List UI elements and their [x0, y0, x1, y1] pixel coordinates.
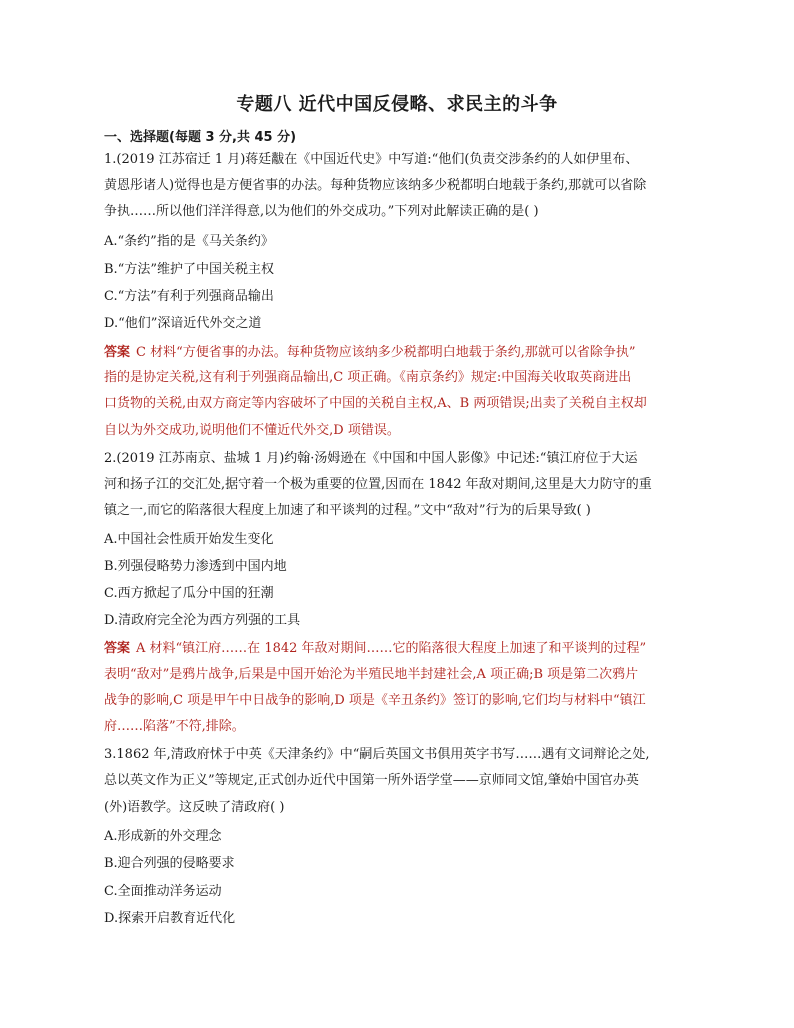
q2-stem-line: 2.(2019 江苏南京、盐城 1 月)约翰·汤姆逊在《中国和中国人影像》中记述:“镇江府位于大运 [104, 451, 638, 466]
q3-option-d: D.探索开启教育近代化 [104, 911, 236, 926]
q2-stem-line: 河和扬子江的交汇处,据守着一个极为重要的位置,因而在 1842 年敌对期间,这里是大力防守的重 [104, 477, 652, 492]
q1-stem-line: 争执……所以他们洋洋得意,以为他们的外交成功。”下列对此解读正确的是( ) [104, 204, 539, 219]
q2-answer-line: 府……陷落”不符,排除。 [104, 719, 245, 734]
q3-stem-line: 3.1862 年,清政府怵于中英《天津条约》中“嗣后英国文书俱用英字书写……遇有文词辩论之处, [104, 747, 650, 762]
q1-answer-line: 指的是协定关税,这有利于列强商品输出,C 项正确。《南京条约》规定:中国海关收取英商进出 [104, 370, 632, 385]
q2-option-d: D.清政府完全沦为西方列强的工具 [104, 613, 301, 628]
q2-option-a: A.中国社会性质开始发生变化 [104, 532, 274, 547]
q1-answer-line: 口货物的关税,由双方商定等内容破坏了中国的关税自主权,A、B 两项错误;出卖了关税自主权却 [104, 396, 647, 411]
q1-stem-line: 黄恩彤诸人)觉得也是方便省事的办法。每种货物应该纳多少税都明白地载于条约,那就可以省除 [104, 178, 647, 193]
q3-stem-line: (外)语教学。这反映了清政府( ) [104, 800, 285, 815]
q1-answer [104, 345, 636, 361]
q1-answer-text: C 材料“方便省事的办法。每种货物应该纳多少税都明白地载于条约,那就可以省除争执” [136, 345, 636, 360]
q2-answer-text: A 材料“镇江府……在 1842 年敌对期间……它的陷落很大程度上加速了和平谈判的过程” [136, 641, 647, 656]
q2-answer-line: 表明“敌对”是鸦片战争,后果是中国开始沦为半殖民地半封建社会,A 项正确;B 项是第二次鸦片 [104, 667, 639, 682]
q2-option-c: C.西方掀起了瓜分中国的狂潮 [104, 586, 274, 601]
section-heading: 一、选择题(每题 3 分,共 45 分) [104, 130, 297, 145]
q1-option-b: B.“方法”维护了中国关税主权 [104, 262, 274, 277]
q2-stem-line: 镇之一,而它的陷落很大程度上加速了和平谈判的过程。”文中“敌对”行为的后果导致( ) [104, 503, 591, 518]
q1-option-c: C.“方法”有利于列强商品输出 [104, 289, 274, 304]
q3-stem-line: 总以英文作为正义”等规定,正式创办近代中国第一所外语学堂——京师同文馆,肇始中国官办英 [104, 773, 639, 788]
q2-option-b: B.列强侵略势力渗透到中国内地 [104, 559, 287, 574]
q1-option-d: D.“他们”深谙近代外交之道 [104, 316, 262, 331]
q2-answer-line: 战争的影响,C 项是甲午中日战争的影响,D 项是《辛丑条约》签订的影响,它们均与材料中“镇江 [104, 693, 646, 708]
q3-option-a: A.形成新的外交理念 [104, 829, 222, 844]
answer-label: 答案 [104, 345, 131, 360]
q3-option-c: C.全面推动洋务运动 [104, 884, 222, 899]
q2-answer [104, 641, 646, 657]
q1-answer-line: 自以为外交成功,说明他们不懂近代外交,D 项错误。 [104, 423, 400, 438]
q1-option-a: A.“条约”指的是《马关条约》 [104, 234, 274, 249]
q3-option-b: B.迎合列强的侵略要求 [104, 856, 235, 871]
answer-label: 答案 [104, 641, 131, 656]
q1-stem-line: 1.(2019 江苏宿迁 1 月)蒋廷黻在《中国近代史》中写道:“他们(负责交涉条约的人如伊里布、 [104, 152, 639, 167]
page-title: 专题八 近代中国反侵略、求民主的斗争 [236, 94, 558, 115]
